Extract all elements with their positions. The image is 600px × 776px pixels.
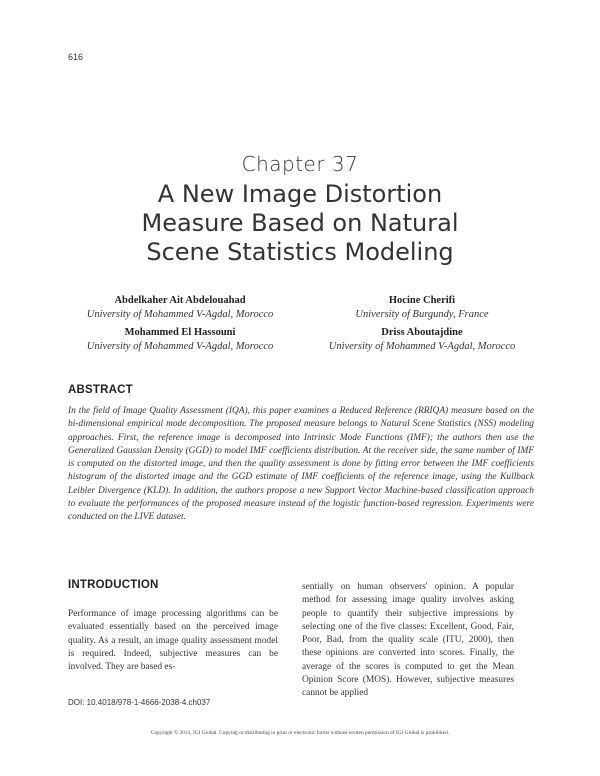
author-affiliation: University of Burgundy, France — [355, 309, 489, 320]
author-affiliation: University of Mohammed V-Agdal, Morocco — [86, 309, 274, 320]
doi: DOI: 10.4018/978-1-4666-2038-4.ch037 — [68, 698, 211, 707]
chapter-title — [60, 180, 540, 267]
introduction-right-column: sentially on human observers' opinion. A popular method for assessing image quality involves asking people to quantify their subjective impressions by selecting one of the five classes: Excellent, Good, Fair, Poor, Bad, from the quality scale (ITU, 2000), then these opinions are converted into scores. Finally, the average of the scores is computed to get the Mean Opinion Score (MOS). However, subjective measures cannot be applied — [302, 582, 514, 699]
introduction-heading: INTRODUCTION — [68, 579, 159, 591]
author-block — [55, 326, 305, 354]
abstract-text: In the field of Image Quality Assessment (IQA), this paper examines a Reduced Reference (RRIQA) measure based on the bi-dimensional empirical mode decomposition. The proposed measure belongs to Natural Scene Statistics (NSS) modeling approaches. First, the reference image is decomposed into Intrinsic Mode Functions (IMF); the authors then use the Generalized Gaussian Density (GGD) to model IMF coefficients distribution. At the receiver side, the same number of IMF is computed on the distorted image, and then the quality assessment is done by fitting error between the IMF coefficients histogram of the distorted image and the GGD estimate of IMF coefficients of the reference image, using the Kullback Leibler Divergence (KLD). In addition, the authors propose a new Support Vector Machine-based classification approach to evaluate the performances of the proposed measure instead of the logistic function-based regression. Experiments were conducted on the LIVE dataset. — [68, 406, 534, 523]
author-affiliation: University of Mohammed V-Agdal, Morocco — [328, 341, 516, 352]
author-block — [55, 294, 305, 322]
chapter-title-line: Measure Based on Natural — [141, 209, 459, 237]
abstract-heading: ABSTRACT — [68, 384, 133, 396]
chapter-title-line: A New Image Distortion — [157, 180, 443, 208]
author-name: Abdelkaher Ait Abdelouahad — [114, 295, 246, 306]
chapter-title-line: Scene Statistics Modeling — [146, 238, 454, 266]
author-name: Hocine Cherifi — [388, 295, 456, 306]
copyright-notice: Copyright © 2013, IGI Global. Copying or distributing in print or electronic forms without written permission of IGI Global is prohibited. — [150, 730, 450, 736]
author-name: Mohammed El Hassouni — [124, 327, 236, 338]
chapter-label: Chapter 37 — [241, 152, 359, 176]
page-number: 616 — [68, 52, 84, 62]
author-name: Driss Aboutajdine — [381, 327, 463, 338]
introduction-left-column: Performance of image processing algorithms can be evaluated essentially based on the perceived image quality. As a result, an image quality assessment model is required. Indeed, subjective measures can be involved. They are based es- — [68, 609, 278, 673]
author-block — [297, 294, 547, 322]
author-block — [297, 326, 547, 354]
author-affiliation: University of Mohammed V-Agdal, Morocco — [86, 341, 274, 352]
